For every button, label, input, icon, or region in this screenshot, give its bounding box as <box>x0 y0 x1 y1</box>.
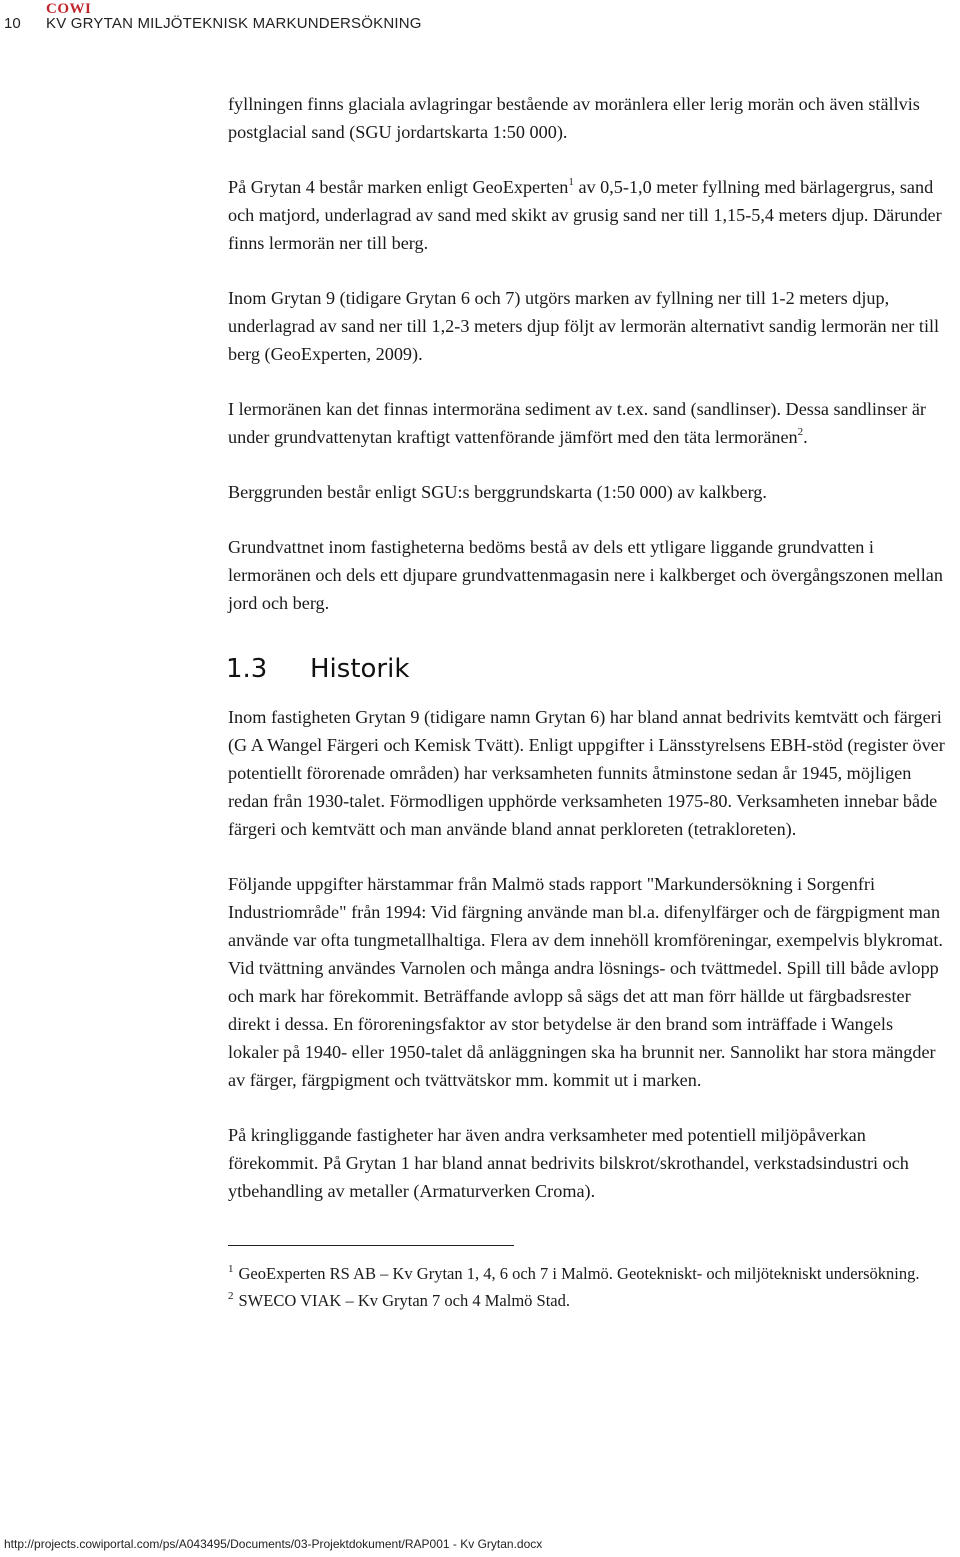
document-body <box>228 90 948 1314</box>
paragraph: Berggrunden består enligt SGU:s berggrundskarta (1:50 000) av kalkberg. <box>228 482 767 502</box>
page-number: 10 <box>4 15 21 32</box>
paragraph: Inom Grytan 9 (tidigare Grytan 6 och 7) utgörs marken av fyllning ner till 1-2 meters djup, underlagrad av sand ner till 1,2-3 meters djup följt av lermorän alternativt sandig lermorän ner till berg (GeoExperten, 2009). <box>228 288 940 364</box>
section-paragraph: På kringliggande fastigheter har även andra verksamheter med potentiell miljöpåverkan förekommit. På Grytan 1 har bland annat bedrivits bilskrot/skrothandel, verkstadsindustri och ytbehandling av metaller (Armaturverken Croma). <box>228 1125 909 1201</box>
section-heading <box>226 649 948 689</box>
header-title: KV GRYTAN MILJÖTEKNISK MARKUNDERSÖKNING <box>46 15 422 32</box>
section-title: Historik <box>310 654 410 684</box>
paragraph: På Grytan 4 består marken enligt GeoExperten$^1$ av 0,5-1,0 meter fyllning med bärlagergrus, sand och matjord, underlagrad av sand med skikt av grusig sand ner till 1,15-5,4 meters djup. Därunder finns lermorän ner till berg. <box>228 175 942 253</box>
section-paragraph: Följande uppgifter härstammar från Malmö stads rapport "Markundersökning i Sorgenfri Industriområde" från 1994: Vid färgning använde man bl.a. difenylfärger och de färgpigment man använde var ofta tungmetallhaltiga. Flera av dem innehöll kromföreningar, exempelvis blykromat. Vid tvättning användes Varnolen och många andra lösnings- och tvättmedel. Spill till både avlopp och mark har förekommit. Beträffande avlopp så sägs det att man förr hällde ut färgbadsrester direkt i dessa. En föroreningsfaktor av stor betydelse är den brand som inträffade i Wangels lokaler på 1940- eller 1950-talet då anläggningen ska ha brunnit ner. Sannolikt har stora mängder av färger, färgpigment och tvättvätskor mm. kommit ut i marken. <box>228 874 943 1090</box>
page-header <box>0 0 960 40</box>
footnote-ref[interactable]: 1 <box>568 175 574 188</box>
footnote: $^1$ GeoExperten RS AB – Kv Grytan 1, 4, 6 och 7 i Malmö. Geotekniskt- och miljötekniskt undersökning. <box>228 1262 920 1283</box>
footnote-divider <box>228 1245 514 1246</box>
section-paragraph: Inom fastigheten Grytan 9 (tidigare namn Grytan 6) har bland annat bedrivits kemtvätt och färgeri (G A Wangel Färgeri och Kemisk Tvätt). Enligt uppgifter i Länsstyrelsens EBH-stöd (register över potentiellt förorenade områden) har verksamheten funnits åtminstone sedan år 1945, möjligen redan från 1930-talet. Förmodligen upphörde verksamheten 1975-80. Verksamheten innebar både färgeri och kemtvätt och man använde bland annat perkloreten (tetrakloreten). <box>228 707 945 839</box>
paragraph: fyllningen finns glaciala avlagringar bestående av moränlera eller lerig morän och även ställvis postglacial sand (SGU jordartskarta 1:50 000). <box>228 94 920 142</box>
paragraph: Grundvattnet inom fastigheterna bedöms bestå av dels ett ytligare liggande grundvatten i lermoränen och dels ett djupare grundvattenmagasin nere i kalkberget och övergångszonen mellan jord och berg. <box>228 537 943 613</box>
footnote-ref[interactable]: 2 <box>797 425 804 438</box>
footer-path[interactable]: http://projects.cowiportal.com/ps/A043495/Documents/03-Projektdokument/RAP001 - Kv Grytan.docx <box>4 1537 543 1551</box>
section-number: 1.3 <box>226 654 268 684</box>
footnote: $^2$ SWECO VIAK – Kv Grytan 7 och 4 Malmö Stad. <box>228 1289 570 1310</box>
cowi-logo: COWI <box>46 1 92 17</box>
paragraph: I lermoränen kan det finnas intermoräna sediment av t.ex. sand (sandlinser). Dessa sandlinser är under grundvattenytan kraftigt vattenförande jämfört med den täta lermoränen$^2$. <box>228 399 926 447</box>
